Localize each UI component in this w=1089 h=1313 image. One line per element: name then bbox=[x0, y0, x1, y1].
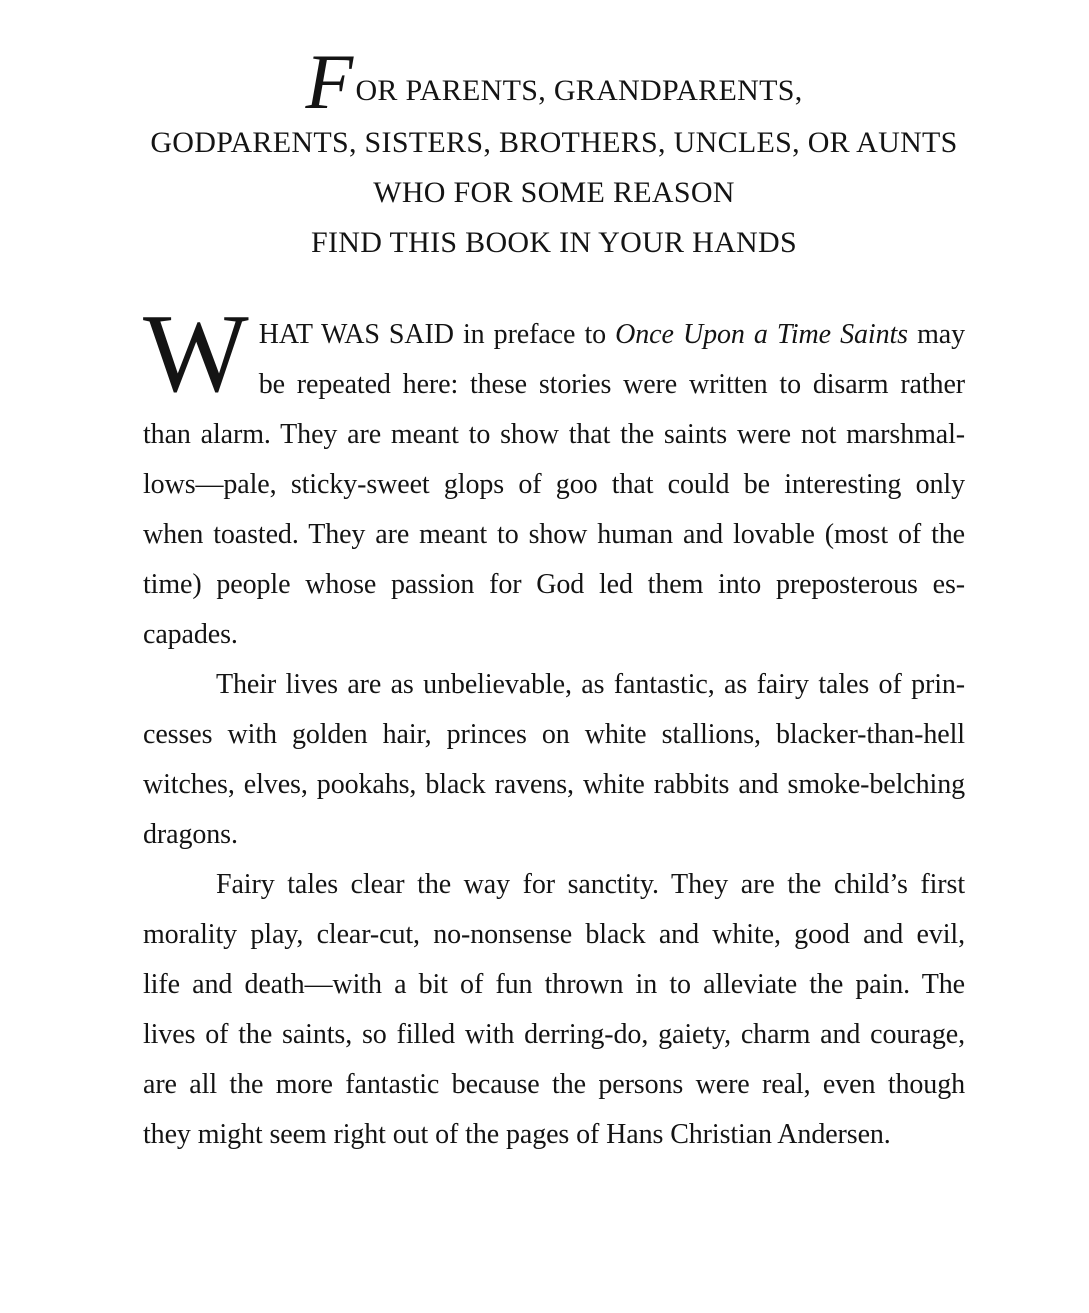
dedication-line-1-text: OR PARENTS, GRANDPARENTS, bbox=[355, 74, 803, 107]
p3-line-2: morality play, clear-cut, no-nonsense black and white, good and evil, bbox=[143, 919, 965, 950]
dedication-initial-f: F bbox=[305, 38, 354, 125]
p1-line-4: lows—pale, sticky-sweet glops of goo that could be interesting only bbox=[143, 469, 965, 500]
dedication-heading bbox=[143, 38, 965, 268]
p2-line-2: cesses with golden hair, princes on white stallions, blacker-than-hell bbox=[143, 719, 965, 750]
p2-line-3: witches, elves, pookahs, black ravens, white rabbits and smoke-belching bbox=[143, 769, 965, 800]
p3-line-1: Fairy tales clear the way for sanctity. They are the child’s first bbox=[216, 869, 965, 900]
dedication-line-3: WHO FOR SOME REASON bbox=[373, 176, 735, 209]
preface-body bbox=[143, 292, 965, 1160]
p1-line-1a: HAT WAS SAID in preface to bbox=[258, 319, 616, 350]
paragraph-3 bbox=[143, 860, 965, 1160]
p3-line-5: are all the more fantastic because the persons were real, even though bbox=[143, 1069, 965, 1100]
dedication-line-1 bbox=[143, 38, 965, 125]
dedication-line-4: FIND THIS BOOK IN YOUR HANDS bbox=[311, 226, 797, 259]
p1-line-1 bbox=[143, 310, 965, 360]
p1-line-1c: may bbox=[907, 319, 965, 350]
paragraph-2 bbox=[143, 660, 965, 860]
p1-line-7: capades. bbox=[143, 619, 238, 650]
p3-line-6: they might seem right out of the pages of Hans Christian Andersen. bbox=[143, 1119, 891, 1150]
p1-line-3: than alarm. They are meant to show that the saints were not marshmal- bbox=[143, 419, 965, 450]
book-title-italic: Once Upon a Time Saints bbox=[615, 319, 908, 350]
p1-line-6: time) people whose passion for God led them into preposterous es- bbox=[143, 569, 965, 600]
p1-line-5: when toasted. They are meant to show human and lovable (most of the bbox=[143, 519, 965, 550]
p3-line-4: lives of the saints, so filled with derring-do, gaiety, charm and courage, bbox=[143, 1019, 965, 1050]
dropcap-w: W bbox=[143, 292, 249, 416]
p1-line-2: be repeated here: these stories were written to disarm rather bbox=[258, 369, 965, 400]
p2-line-4: dragons. bbox=[143, 819, 238, 850]
p2-line-1: Their lives are as unbelievable, as fantastic, as fairy tales of prin- bbox=[216, 669, 965, 700]
p3-line-3: life and death—with a bit of fun thrown in to alleviate the pain. The bbox=[143, 969, 965, 1000]
dedication-line-2: GODPARENTS, SISTERS, BROTHERS, UNCLES, OR AUNTS bbox=[150, 126, 958, 159]
paragraph-1 bbox=[143, 292, 965, 660]
